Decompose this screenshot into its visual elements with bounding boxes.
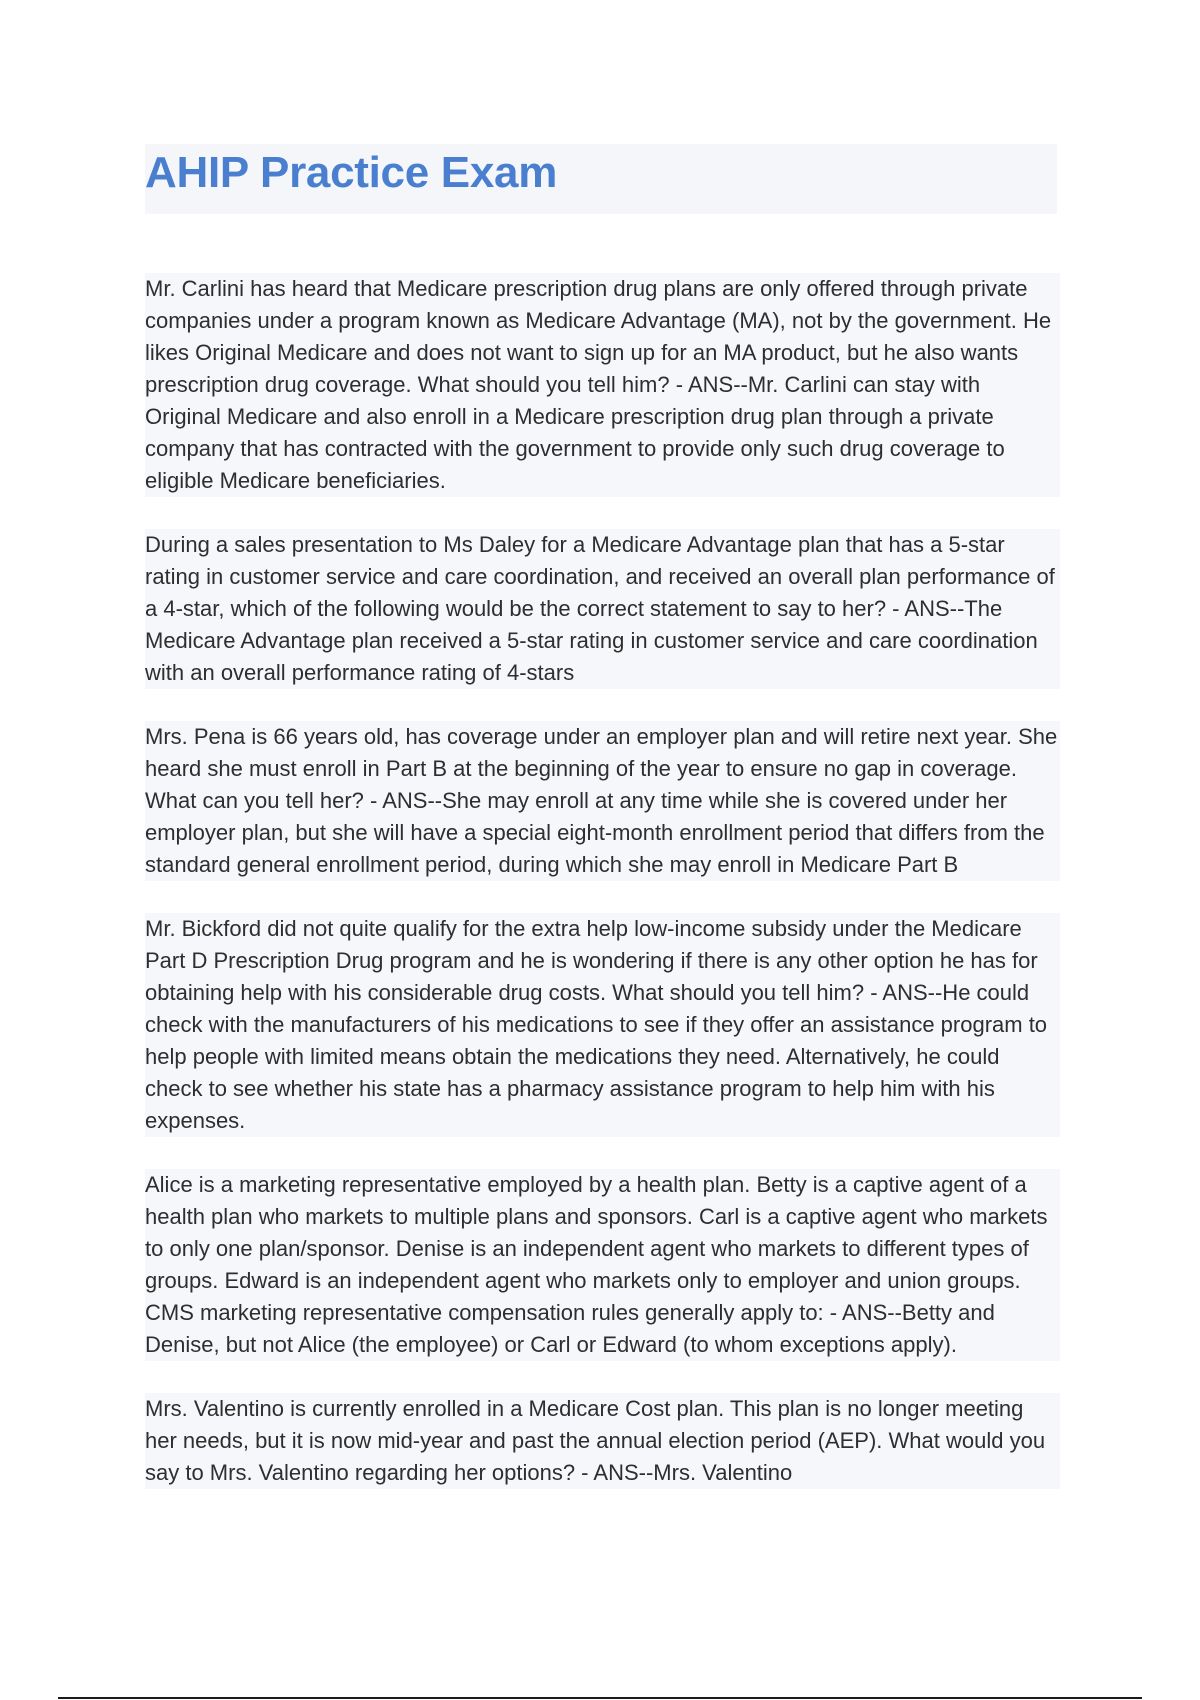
qa-list bbox=[145, 273, 1060, 1521]
qa-item bbox=[145, 1169, 1060, 1361]
qa-item bbox=[145, 913, 1060, 1137]
page-title: AHIP Practice Exam bbox=[145, 148, 558, 197]
answer-text: ANS--He could check with the manufacturers of his medications to see if they offer an assistance program to help people with limited means obtain the medications they need. Alternatively, he could check to see whether his state has a pharmacy assistance program to help him with his expenses. bbox=[145, 980, 1048, 1133]
question-text: Alice is a marketing representative employed by a health plan. Betty is a captive agent of a health plan who markets to multiple plans and sponsors. Carl is a captive agent who markets to only one plan/sponsor. Denise is an independent agent who markets to different types of groups. Edward is an independent agent who markets only to employer and union groups. CMS marketing representative compensation rules generally apply to: bbox=[145, 1172, 1048, 1325]
answer-text: ANS--Mrs. Valentino bbox=[593, 1460, 793, 1485]
answer-text: ANS--Betty and Denise, but not Alice (the employee) or Carl or Edward (to whom exceptions apply). bbox=[145, 1300, 995, 1357]
qa-item bbox=[145, 273, 1060, 497]
question-text: Mr. Carlini has heard that Medicare prescription drug plans are only offered through private companies under a program known as Medicare Advantage (MA), not by the government. He likes Original Medicare and does not want to sign up for an MA product, but he also wants prescription drug coverage. What should you tell him? bbox=[145, 276, 1052, 397]
footer-divider bbox=[58, 1697, 1142, 1699]
qa-separator: - bbox=[575, 1460, 594, 1485]
qa-separator: - bbox=[864, 980, 883, 1005]
question-text: Mr. Bickford did not quite qualify for the extra help low-income subsidy under the Medicare Part D Prescription Drug program and he is wondering if there is any other option he has for obtaining help with his considerable drug costs. What should you tell him? bbox=[145, 916, 1038, 1005]
qa-separator: - bbox=[669, 372, 688, 397]
qa-item bbox=[145, 1393, 1060, 1489]
qa-item bbox=[145, 529, 1060, 689]
question-text: Mrs. Pena is 66 years old, has coverage under an employer plan and will retire next year. She heard she must enroll in Part B at the beginning of the year to ensure no gap in coverage. What can you tell her? bbox=[145, 724, 1058, 813]
question-text: Mrs. Valentino is currently enrolled in a Medicare Cost plan. This plan is no longer meeting her needs, but it is now mid-year and past the annual election period (AEP). What would you say to Mrs. Valentino regarding her options? bbox=[145, 1396, 1046, 1485]
answer-text: ANS--The Medicare Advantage plan received a 5-star rating in customer service and care coordination with an overall performance rating of 4-stars bbox=[145, 596, 1038, 685]
answer-text: ANS--She may enroll at any time while she is covered under her employer plan, but she will have a special eight-month enrollment period that differs from the standard general enrollment period, during which she may enroll in Medicare Part B bbox=[145, 788, 1045, 877]
qa-separator: - bbox=[823, 1300, 843, 1325]
qa-separator: - bbox=[886, 596, 905, 621]
qa-item bbox=[145, 721, 1060, 881]
answer-text: ANS--Mr. Carlini can stay with Original Medicare and also enroll in a Medicare prescription drug plan through a private company that has contracted with the government to provide only such drug coverage to eligible Medicare beneficiaries. bbox=[145, 372, 1005, 493]
qa-separator: - bbox=[363, 788, 383, 813]
question-text: During a sales presentation to Ms Daley for a Medicare Advantage plan that has a 5-star rating in customer service and care coordination, and received an overall plan performance of a 4-star, which of the following would be the correct statement to say to her? bbox=[145, 532, 1055, 621]
